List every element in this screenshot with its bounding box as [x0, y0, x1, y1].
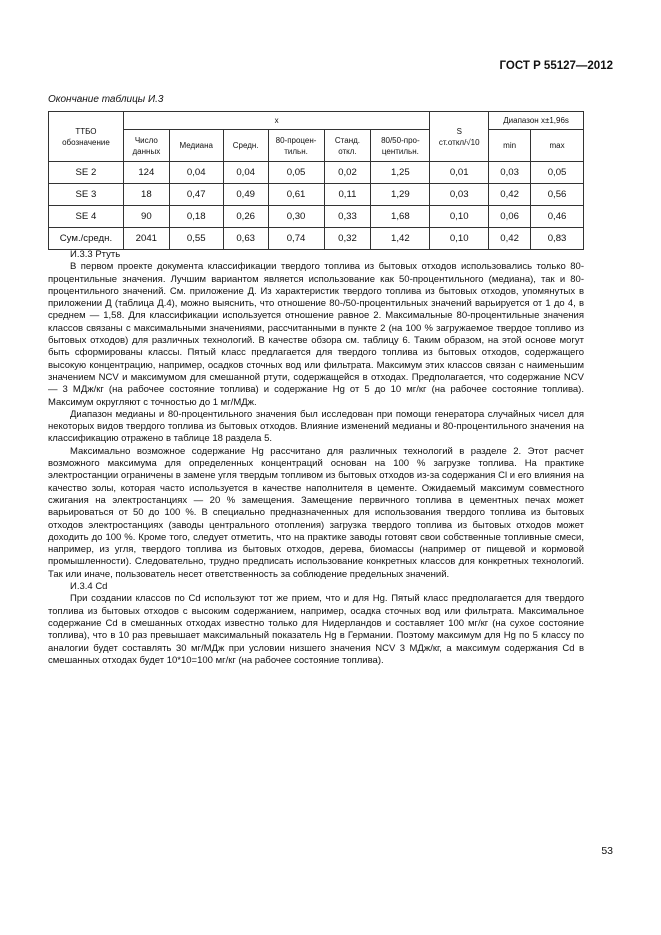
header-p80: 80-процен- тильн.	[268, 130, 324, 162]
body-text	[48, 249, 584, 667]
table-cell: 1,68	[371, 206, 430, 228]
table-cell: 0,83	[531, 228, 584, 250]
section-heading: И.3.4 Cd	[70, 581, 108, 593]
paragraph: При создании классов по Cd используют тот же прием, что и для Hg. Пятый класс предполагается для твердого топлива из бытовых отходов с высоким содержанием, например, осадка сточных вод или фильтрата. Максимальное содержание Cd в смешанных отходах известно только для Нидерландов и составляет 100 мг/кг (на сухое состояние топлива), что в 10 раз превышает максимальный показатель Hg в Германии. Поэтому максимум для Hg по 5 классу по аналогии будет составлять 30 мг/МДж при условии низшего значения NCV 3 МДж/кг, а максимум содержания Cd в смешанных отходах будет 10*10=100 мг/кг (на рабочее состояние топлива).	[48, 593, 584, 666]
header-median: Медиана	[169, 130, 223, 162]
table-cell: 0,42	[489, 228, 531, 250]
paragraph: В первом проекте документа классификации твердого топлива из бытовых отходов использовались только 80-процентильные значения. Лучшим вариантом является использование как 50-процентильного (медиана), так и 80-процентильного значений. См. приложение Д. Из характеристик твердого топлива из бытовых отходов, упомянутых в приложении Д (таблица Д.4), можно выяснить, что отношение 80-/50-процентильных значений варьируется от 1 до 4, в среднем — 1,58. Для классификации используется отношение равное 2. Максимальные 80-процентильные значения классов связаны с максимальными значениями, рассчитанными в пункте 2 (на 100 % загружаемое твердое топливо из бытовых отходов) для различных технологий. В качестве обзора см. таблицу 6. Таким образом, на этой основе могут быть сформированы классы. Пятый класс предлагается для твердого топлива из бытовых отходов, содержащего высокую концентрацию, например, осадков сточных вод или фильтрата. Максимум этих классов связан с наименьшим значением NCV и максимумом для смешанной ртути, содержащейся в отходах. Предполагается, что содержание NCV — 3 МДж/кг (на рабочее состояние топлива) и содержание Hg от 5 до 10 мг/кг (на рабочее состояние топлива). Максимум округляют с точностью до 1 мг/МДж.	[48, 261, 584, 408]
header-x: x	[123, 112, 429, 130]
section-heading: И.3.3 Ртуть	[70, 249, 121, 260]
table-cell: 0,03	[489, 162, 531, 184]
table-cell: 0,03	[430, 184, 489, 206]
table-cell: 1,25	[371, 162, 430, 184]
table-cell: 0,11	[324, 184, 371, 206]
table-cell: 0,04	[223, 162, 268, 184]
paragraph: Максимально возможное содержание Hg рассчитано для различных технологий в разделе 2. Этот расчет возможного максимума для определенных концентраций основан на 100 % загрузке топлива. На практике электростанции ограничены в замене угля твердым топливом из бытовых отходов из-за содержания Cl и его влияния на качество золы, которая часто используется в качестве наполнителя в цементе. Ожидаемый максимум совместного сжигания на электростанциях — 20 % замещения. Замещение первичного топлива в цементных печах может варьироваться от 50 до 100 %. В специально предназначенных для использования твердого топлива из бытовых отходов электростанциях (заводы центрального отопления) загрузка твердого топлива из бытовых отходов может доходить до 100 %. Кроме того, следует отметить, что на практике заводы готовят свои собственные топливные смеси, например, из угля, твердого топлива из бытовых отходов, дерева, биомассы (например от пищевой и кормовой промышленности). Следовательно, трудно предписать использование конкретных классов для конкретных технологий. Так или иначе, пользователь несет ответственность за соблюдение предельных значений.	[48, 445, 584, 580]
header-s: S ст.откл/√10	[430, 112, 489, 162]
header-ttbo: ТТБО обозначение	[49, 112, 124, 162]
table-cell: SE 3	[49, 184, 124, 206]
table-cell: 0,10	[430, 228, 489, 250]
page-number: 53	[601, 845, 613, 857]
table-cell: 90	[123, 206, 169, 228]
table-cell: 0,55	[169, 228, 223, 250]
table-cell: 1,42	[371, 228, 430, 250]
table-cell: 124	[123, 162, 169, 184]
table-cell: 0,46	[531, 206, 584, 228]
table-cell: 2041	[123, 228, 169, 250]
table-cell: 0,42	[489, 184, 531, 206]
table-cell: 0,32	[324, 228, 371, 250]
paragraph: Диапазон медианы и 80-процентильного значения был исследован при помощи генератора случайных чисел для некоторых видов твердого топлива из бытовых отходов. Влияние изменений медианы и 80-процентильного значения на классификацию отражено в таблице 18 раздела 5.	[48, 408, 584, 445]
table-cell: 1,29	[371, 184, 430, 206]
table-cell: 0,26	[223, 206, 268, 228]
table-cell: 0,33	[324, 206, 371, 228]
data-table	[48, 111, 584, 250]
table-cell: 0,18	[169, 206, 223, 228]
table-cell: 0,02	[324, 162, 371, 184]
header-ratio: 80/50-про- центильн.	[371, 130, 430, 162]
table-cell: 0,05	[531, 162, 584, 184]
document-header: ГОСТ Р 55127—2012	[499, 60, 613, 72]
table-row	[49, 206, 584, 228]
table-cell: 0,05	[268, 162, 324, 184]
table-cell: SE 4	[49, 206, 124, 228]
table-cell: 18	[123, 184, 169, 206]
header-mean: Средн.	[223, 130, 268, 162]
table-cell: 0,10	[430, 206, 489, 228]
table-cell: 0,49	[223, 184, 268, 206]
table-cell: 0,06	[489, 206, 531, 228]
table-row	[49, 162, 584, 184]
table-cell: SE 2	[49, 162, 124, 184]
header-min: min	[489, 130, 531, 162]
table-cell: 0,61	[268, 184, 324, 206]
table-cell: 0,74	[268, 228, 324, 250]
table-cell: Сум./средн.	[49, 228, 124, 250]
table-cell: 0,04	[169, 162, 223, 184]
table-cell: 0,63	[223, 228, 268, 250]
table-cell: 0,47	[169, 184, 223, 206]
table-cell: 0,30	[268, 206, 324, 228]
table-caption: Окончание таблицы И.3	[48, 94, 164, 105]
header-max: max	[531, 130, 584, 162]
table-cell: 0,56	[531, 184, 584, 206]
table-cell: 0,01	[430, 162, 489, 184]
table-row	[49, 184, 584, 206]
header-count: Число данных	[123, 130, 169, 162]
table-row	[49, 228, 584, 250]
header-std: Станд. откл.	[324, 130, 371, 162]
header-range: Диапазон x±1,96s	[489, 112, 584, 130]
